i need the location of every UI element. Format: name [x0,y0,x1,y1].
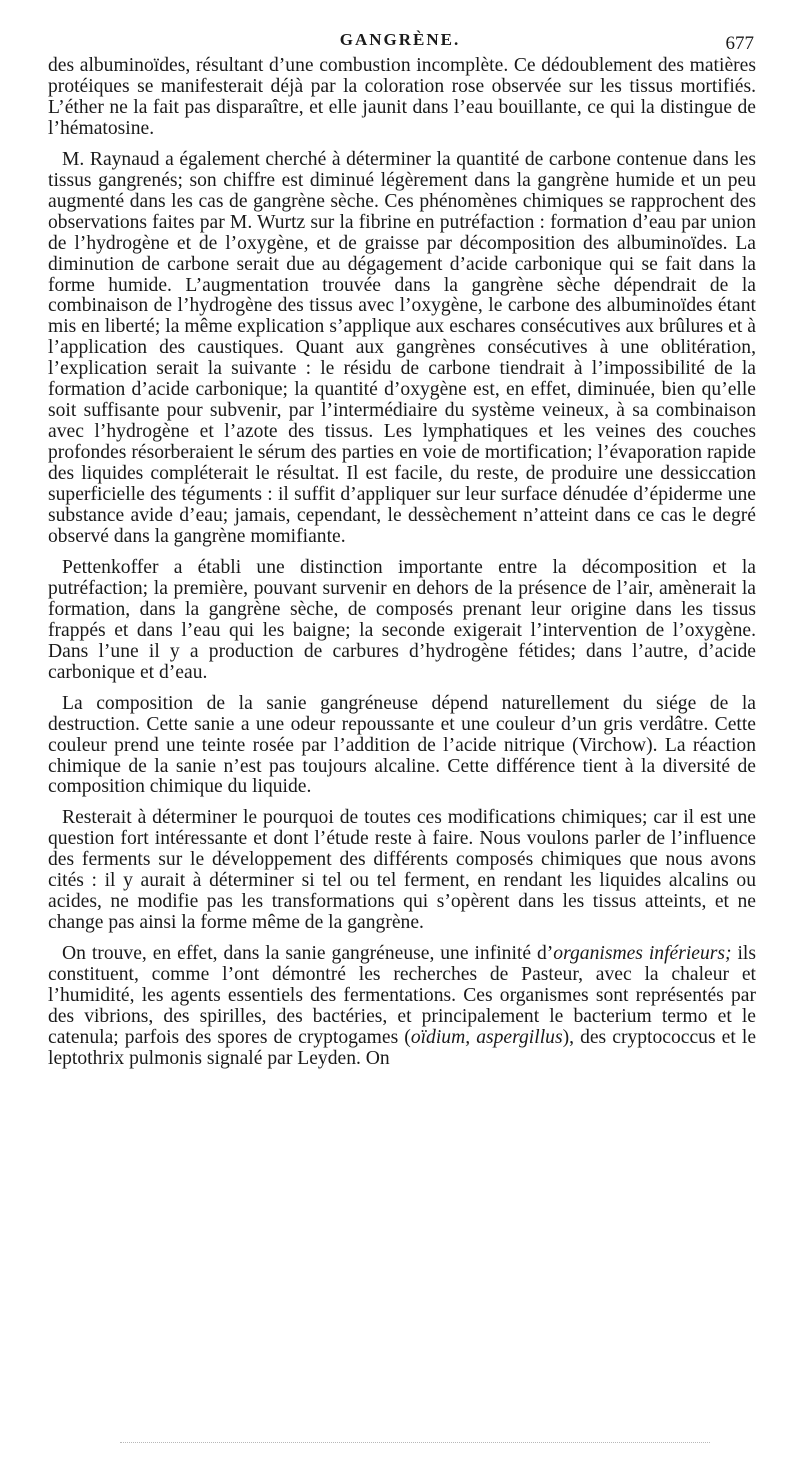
italic-term: organismes inférieurs; [553,943,732,965]
paragraph-sanie-composition: La composition de la sanie gangréneuse dépend naturellement du siége de la destruction. Cette sanie a une odeur repoussante et une couleur d’un gris verdâtre. Cette couleur prend une teinte rosée par l’addition de l’acide nitrique (Virchow). La réaction chimique de la sanie n’est pas toujours alcaline. Cette différence tient à la diversité de composition chimique du liquide. [48,692,756,798]
paragraph-text: ), des cryptococcus et le leptothrix pulmonis signalé par Leyden. On [48,1026,757,1069]
page-number: 677 [725,33,754,54]
italic-term: oïdium, aspergillus [410,1026,563,1048]
running-title: GANGRÈNE. [339,30,461,49]
paragraph-pettenkoffer: Pettenkoffer a établi une distinction importante entre la décomposition et la putréfaction; la première, pouvant survenir en dehors de la présence de l’air, amènerait la formation, dans la gangrène sèche, de composés prenant leur origine dans les tissus frappés et dans l’eau qui les baigne; la seconde exigerait l’intervention de l’oxygène. Dans l’une il y a production de carbures d’hydrogène fétides; dans l’autre, d’acide carbonique et d’eau. [48,556,756,683]
body-text [48,56,756,1070]
footer-rule [120,1442,710,1443]
paragraph-raynaud: M. Raynaud a également cherché à déterminer la quantité de carbone contenue dans les tissus gangrenés; son chiffre est diminué légèrement dans la gangrène humide et un peu augmenté dans les cas de gangrène sèche. Ces phénomènes chimiques se rapprochent des observations faites par M. Wurtz sur la fibrine en putréfaction : formation d’eau par union de l’hydrogène et de l’oxygène, et de graisse par décomposition des albuminoïdes. La diminution de carbone serait due au dégagement d’acide carbonique qui se fait dans la forme humide. L’augmentation trouvée dans la gangrène sèche dépendrait de la combinaison de l’hydrogène des tissus avec l’oxygène, le carbone des albuminoïdes étant mis en liberté; la même explication s’applique aux eschares consécutives aux brûlures et à l’application des caustiques. Quant aux gangrènes consécutives à une oblitération, l’explication serait la suivante : le résidu de carbone tiendrait à l’impossibilité de la formation d’acide carbonique; la quantité d’oxygène est, en effet, diminuée, bien qu’elle soit suffisante pour subvenir, par l’intermédiaire du système veineux, à sa combinaison avec l’hydrogène et l’azote des tissus. Les lymphatiques et les veines des couches profondes résorberaient le sérum des parties en voie de mortification; l’évaporation rapide des liquides compléterait le résultat. Il est facile, du reste, de produire une dessiccation superficielle des téguments : il suffit d’appliquer sur leur surface dénudée d’épiderme une substance avide d’eau; jamais, cependant, le dessèchement n’atteint dans ce cas le degré observé dans la gangrène momifiante. [48,148,756,547]
paragraph-text: ils constituent, comme l’ont démontré les recherches de Pasteur, avec la chaleur et l’humidité, les agents essentiels des fermentations. Ces organismes sont représentés par des vibrions, des spirilles, des bactéries, et principalement le bacterium termo et le catenula; parfois des spores de cryptogames ( [48,943,756,1048]
paragraph-ferments: Resterait à déterminer le pourquoi de toutes ces modifications chimiques; car il est une question fort intéressante et dont l’étude reste à faire. Nous voulons parler de l’influence des ferments sur le développement des différents composés chimiques que nous avons cités : il y aurait à déterminer si tel ou tel ferment, en rendant les liquides alcalins ou acides, ne modifie pas les transformations qui s’opèrent dans les tissus atteints, et ne change pas ainsi la forme même de la gangrène. [48,807,756,934]
paragraph-continuation: des albuminoïdes, résultant d’une combustion incomplète. Ce dédoublement des matières protéiques se manifesterait déjà par la coloration rose observée sur les tissus mortifiés. L’éther ne la fait pas disparaître, et elle jaunit dans l’eau bouillante, ce qui la distingue de l’hématosine. [48,55,756,139]
running-head [0,28,800,54]
paragraph-organismes [48,944,756,1070]
paragraph-text: On trouve, en effet, dans la sanie gangréneuse, une infinité d’ [62,943,554,965]
